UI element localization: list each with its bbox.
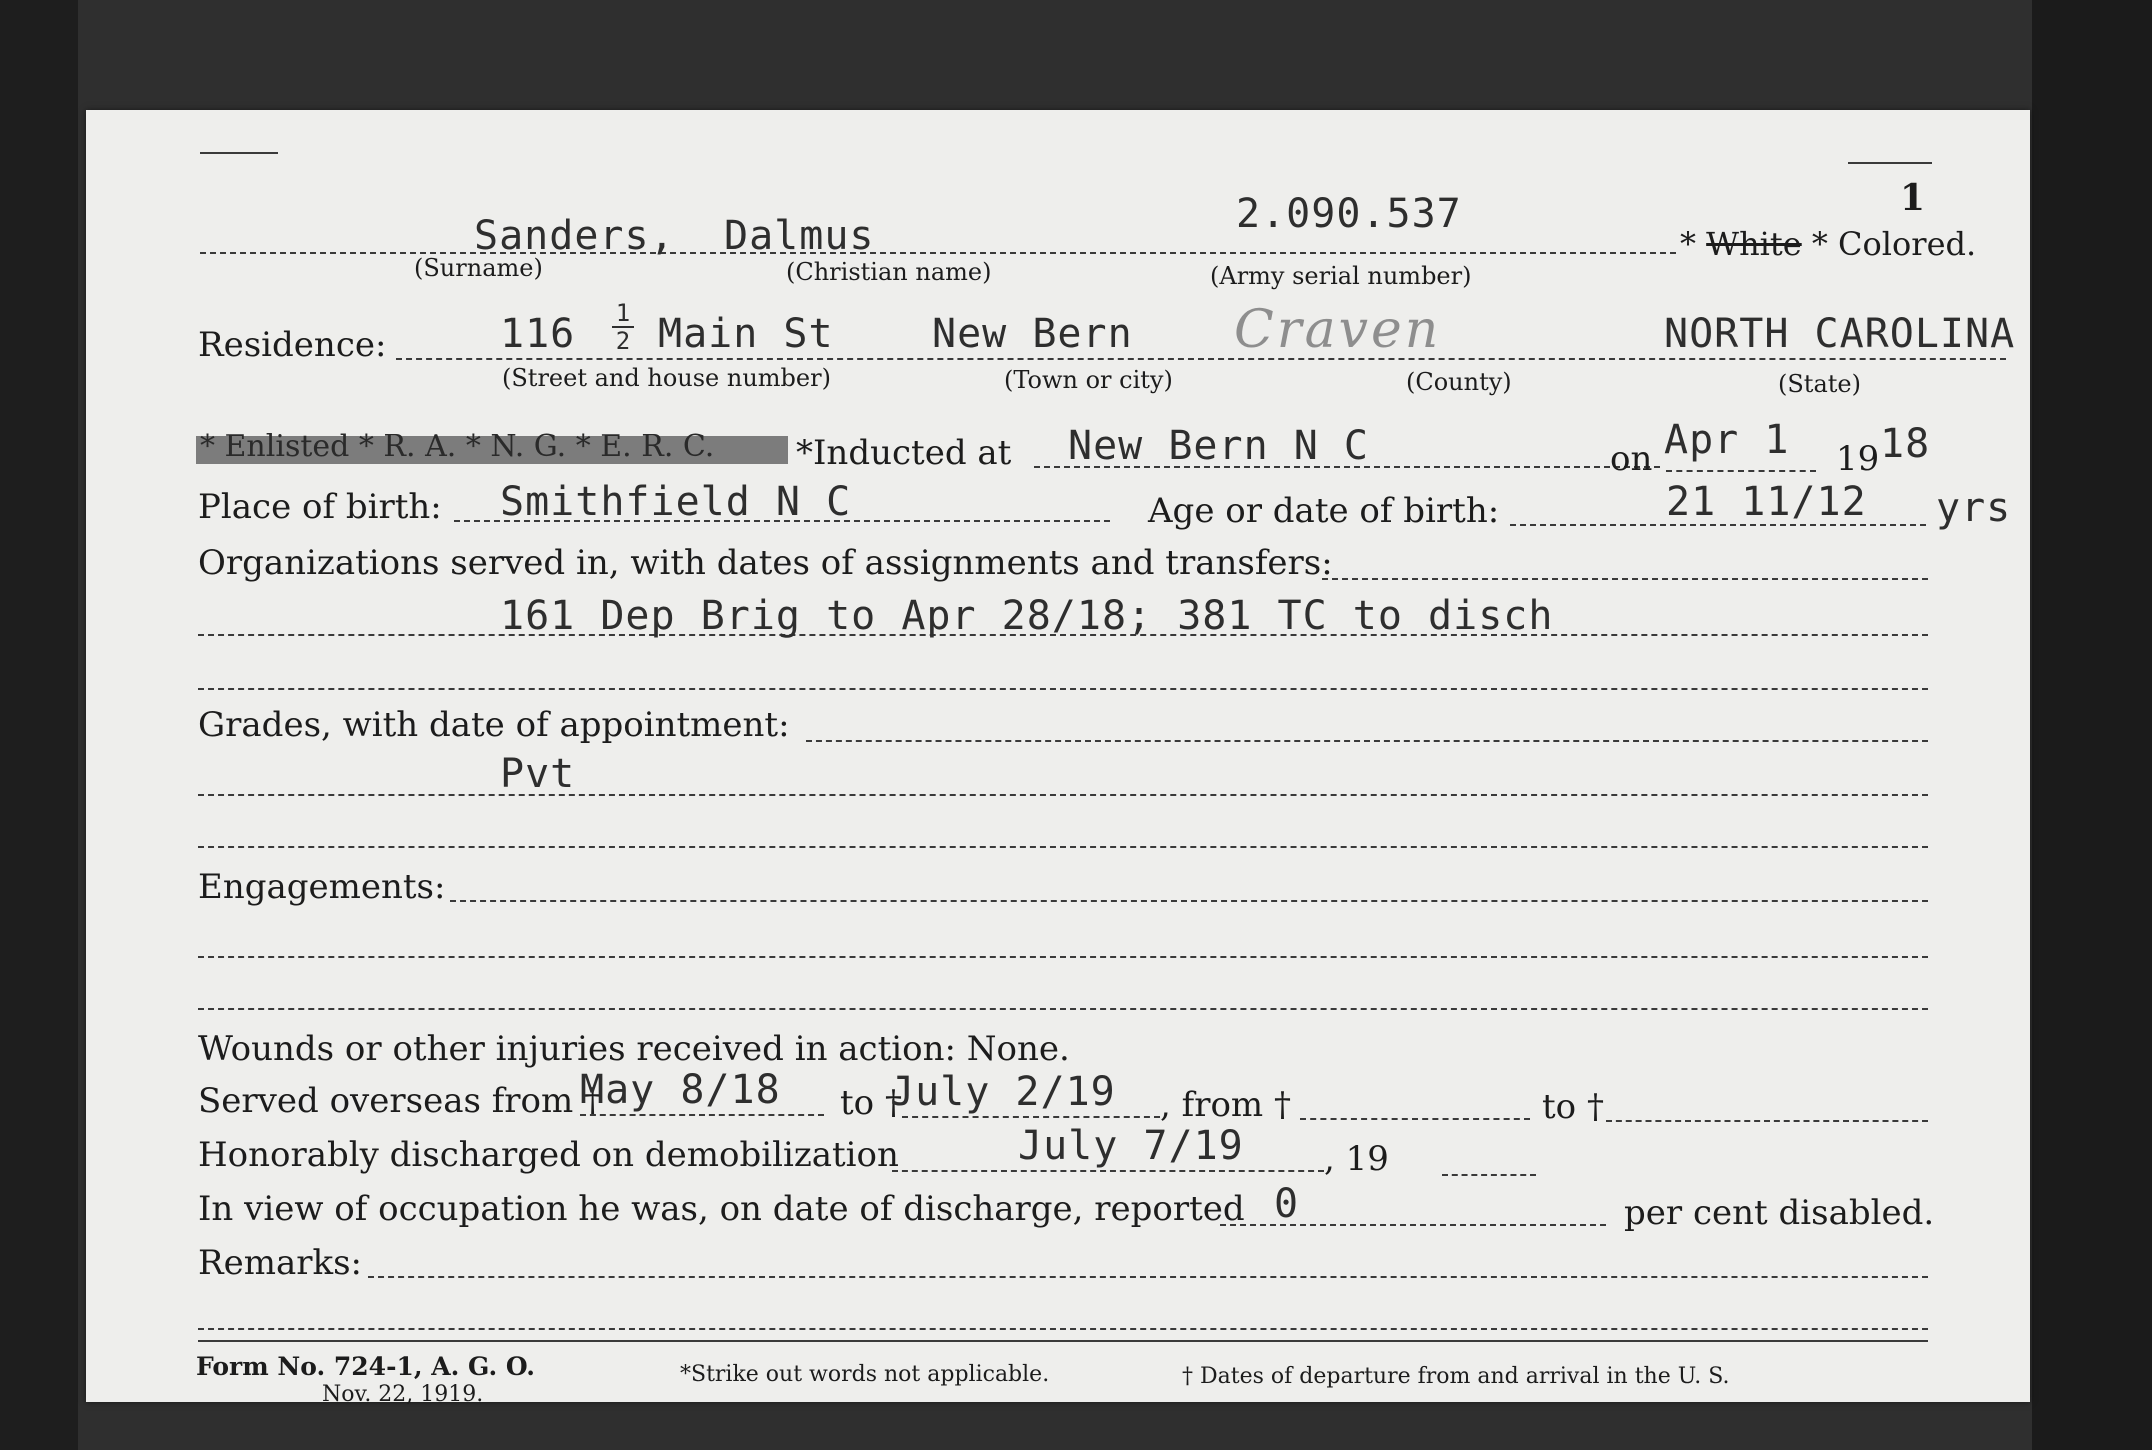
surname: Sanders, [474, 213, 675, 259]
grade-entry: Pvt [500, 751, 576, 797]
street-caption: (Street and house number) [502, 364, 831, 392]
engagements-line-2 [198, 956, 1928, 958]
overseas-to-label: to † [840, 1083, 902, 1123]
overseas-to: July 2/19 [890, 1069, 1116, 1115]
organizations-line-3 [198, 688, 1928, 690]
scan-left-edge [0, 0, 78, 1450]
remarks-line-2 [198, 1328, 1928, 1330]
disability-suffix: per cent disabled. [1624, 1193, 1935, 1233]
disability-value: 0 [1274, 1181, 1300, 1227]
remarks-label: Remarks: [198, 1243, 362, 1283]
discharge-label: Honorably discharged on demobilization [198, 1135, 899, 1175]
town: New Bern [932, 311, 1133, 357]
enlistment-type-struck: * Enlisted * R. A. * N. G. * E. R. C. [200, 429, 715, 464]
age-value: 21 11/12 [1666, 479, 1867, 525]
organizations-line-1 [1322, 578, 1928, 580]
street-name: Main St [658, 311, 834, 357]
inducted-place: New Bern N C [1068, 423, 1369, 469]
remarks-line-1 [368, 1276, 1928, 1278]
organizations-entry: 161 Dep Brig to Apr 28/18; 381 TC to disch [500, 593, 1554, 639]
card-number: 1 [1900, 177, 1926, 219]
inducted-label: *Inducted at [796, 433, 1012, 473]
overseas-label: Served overseas from † [198, 1081, 602, 1121]
residence-label: Residence: [198, 325, 387, 365]
grades-line-2 [198, 794, 1928, 796]
grades-line-1 [806, 740, 1928, 742]
wounds-statement: Wounds or other injuries received in action: None. [198, 1029, 1070, 1069]
county-handwritten: Craven [1234, 300, 1442, 360]
organizations-label: Organizations served in, with dates of assignments and transfers: [198, 543, 1333, 583]
state: NORTH CAROLINA [1664, 311, 2016, 357]
surname-caption: (Surname) [414, 254, 543, 282]
year-suffix: 18 [1880, 421, 1931, 467]
date-line [1666, 470, 1816, 472]
top-right-rule [1848, 162, 1932, 164]
year-prefix: 19 [1836, 439, 1880, 479]
footer-rule [198, 1340, 1928, 1342]
serial-caption: (Army serial number) [1210, 262, 1472, 290]
grades-label: Grades, with date of appointment: [198, 705, 790, 745]
christian-caption: (Christian name) [786, 258, 992, 286]
inducted-date: Apr 1 [1664, 417, 1790, 463]
overseas-from: May 8/18 [580, 1067, 781, 1113]
form-number: Form No. 724-1, A. G. O. [196, 1352, 535, 1381]
engagements-line-1 [450, 900, 1928, 902]
service-record-card [86, 110, 2030, 1407]
birth-place: Smithfield N C [500, 479, 852, 525]
overseas-to-line [902, 1116, 1160, 1118]
discharge-year-line [1442, 1174, 1536, 1176]
overseas-to2-line [1606, 1120, 1928, 1122]
grades-line-3 [198, 846, 1928, 848]
county-caption: (County) [1406, 368, 1512, 396]
state-caption: (State) [1778, 370, 1861, 398]
overseas-from2-line [1300, 1118, 1530, 1120]
overseas-from-line [580, 1114, 824, 1116]
race-field: * White * Colored. [1680, 225, 1977, 263]
age-label: Age or date of birth: [1148, 491, 1500, 531]
street-fraction: 1 2 [612, 300, 634, 354]
top-left-rule [200, 152, 278, 154]
form-date: Nov. 22, 1919. [322, 1382, 484, 1407]
discharge-year-label: , 19 [1324, 1139, 1389, 1179]
engagements-line-3 [198, 1008, 1928, 1010]
residence-line [396, 358, 2006, 360]
disability-label: In view of occupation he was, on date of discharge, reported [198, 1189, 1245, 1229]
on-label: on [1610, 439, 1653, 479]
scan-right-edge [2032, 0, 2152, 1450]
age-unit: yrs [1936, 485, 2012, 531]
overseas-to2-label: to † [1542, 1087, 1604, 1127]
serial-number: 2.090.537 [1236, 191, 1462, 237]
strike-note: *Strike out words not applicable. [680, 1362, 1050, 1387]
place-of-birth-label: Place of birth: [198, 487, 442, 527]
discharge-date: July 7/19 [1018, 1123, 1244, 1169]
town-caption: (Town or city) [1004, 366, 1173, 394]
discharge-line [892, 1170, 1324, 1172]
dates-note: † Dates of departure from and arrival in the U. S. [1182, 1364, 1730, 1389]
christian-name: Dalmus [724, 213, 875, 259]
overseas-from2-label: , from † [1160, 1085, 1291, 1125]
engagements-label: Engagements: [198, 867, 446, 907]
street-number: 116 [500, 311, 576, 357]
